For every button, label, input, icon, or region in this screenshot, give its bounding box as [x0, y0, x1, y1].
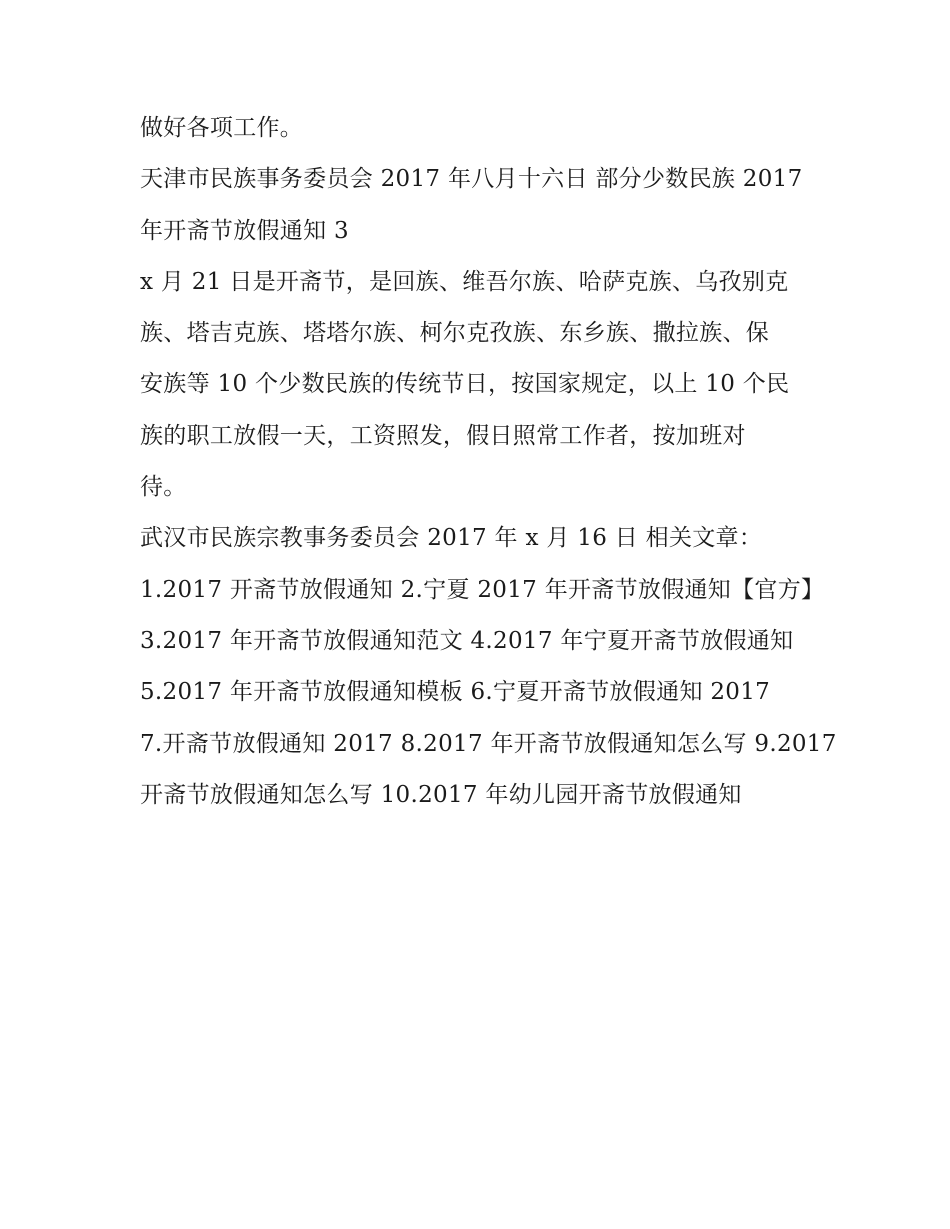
- related-links-line: 1.2017 开斋节放假通知 2.宁夏 2017 年开斋节放假通知【官方】: [140, 576, 825, 603]
- text-line: 天津市民族事务委员会 2017 年八月十六日 部分少数民族 2017: [140, 166, 803, 193]
- text-line: 做好各项工作。: [140, 115, 304, 141]
- document-body: [140, 103, 837, 821]
- text-line: 待。: [140, 474, 187, 501]
- text-line: 武汉市民族宗教事务委员会 2017 年 x 月 16 日 相关文章：: [140, 525, 763, 552]
- related-links-line: 5.2017 年开斋节放假通知模板 6.宁夏开斋节放假通知 2017: [140, 679, 771, 706]
- related-links-line: 开斋节放假通知怎么写 10.2017 年幼儿园开斋节放假通知: [140, 781, 742, 808]
- text-line: 安族等 10 个少数民族的传统节日，按国家规定，以上 10 个民: [140, 371, 790, 398]
- text-line: 年开斋节放假通知 3: [140, 217, 349, 244]
- text-line: x 月 21 日是开斋节，是回族、维吾尔族、哈萨克族、乌孜别克: [140, 268, 789, 295]
- text-line: 族、塔吉克族、塔塔尔族、柯尔克孜族、东乡族、撒拉族、保: [140, 320, 770, 347]
- related-links-line: 3.2017 年开斋节放假通知范文 4.2017 年宁夏开斋节放假通知: [140, 627, 794, 654]
- related-links-line: 7.开斋节放假通知 2017 8.2017 年开斋节放假通知怎么写 9.2017: [140, 730, 837, 757]
- text-line: 族的职工放假一天，工资照发，假日照常工作者，按加班对: [140, 422, 746, 449]
